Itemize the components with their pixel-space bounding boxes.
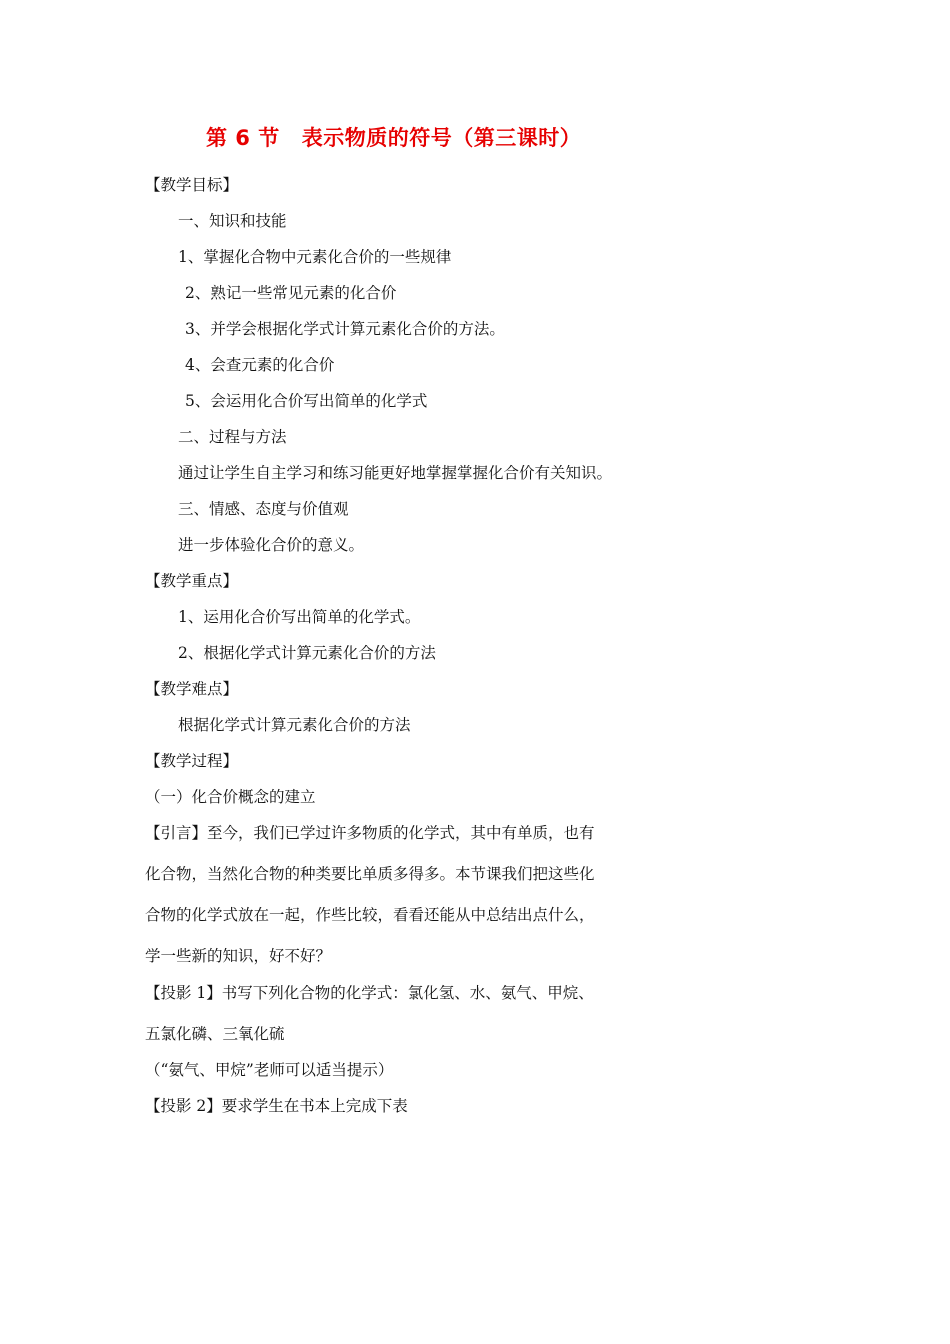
text-line-12: 【教学重点】	[145, 572, 239, 590]
text-line-15: 【教学难点】	[145, 680, 239, 698]
text-line-6: 4、会查元素的化合价	[185, 356, 335, 374]
text-line-14: 2、根据化学式计算元素化合价的方法	[178, 644, 436, 662]
text-line-21: 合物的化学式放在一起，作些比较，看看还能从中总结出点什么，	[145, 906, 595, 924]
text-line-10: 三、情感、态度与价值观	[178, 500, 349, 518]
text-line-11: 进一步体验化合价的意义。	[178, 536, 365, 554]
text-line-5: 3、并学会根据化学式计算元素化合价的方法。	[185, 320, 505, 338]
text-line-9: 通过让学生自主学习和练习能更好地掌握掌握化合价有关知识。	[178, 464, 613, 482]
text-line-3: 1、掌握化合物中元素化合价的一些规律	[178, 248, 452, 266]
text-line-1: 【教学目标】	[145, 176, 239, 194]
text-line-22: 学一些新的知识，好不好？	[145, 947, 332, 965]
text-line-4: 2、熟记一些常见元素的化合价	[185, 284, 397, 302]
text-line-16: 根据化学式计算元素化合价的方法	[178, 716, 411, 734]
text-line-8: 二、过程与方法	[178, 428, 287, 446]
text-line-23: 【投影 1】书写下列化合物的化学式：氯化氢、水、氨气、甲烷、	[145, 984, 594, 1002]
section-title: 表示物质的符号（第三课时）	[301, 126, 582, 150]
text-line-17: 【教学过程】	[145, 752, 239, 770]
text-line-26: 【投影 2】要求学生在书本上完成下表	[145, 1097, 408, 1115]
text-line-25: （“氨气、甲烷”老师可以适当提示）	[145, 1061, 394, 1079]
page-title	[206, 122, 581, 152]
text-line-20: 化合物，当然化合物的种类要比单质多得多。本节课我们把这些化	[145, 865, 595, 883]
text-line-13: 1、运用化合价写出简单的化学式。	[178, 608, 421, 626]
text-line-2: 一、知识和技能	[178, 212, 287, 230]
text-line-7: 5、会运用化合价写出简单的化学式	[185, 392, 428, 410]
section-number: 第 6 节	[206, 126, 280, 150]
text-line-19: 【引言】至今，我们已学过许多物质的化学式，其中有单质，也有	[145, 824, 595, 842]
text-line-18: （一）化合价概念的建立	[145, 788, 316, 806]
text-line-24: 五氯化磷、三氧化硫	[145, 1025, 285, 1043]
